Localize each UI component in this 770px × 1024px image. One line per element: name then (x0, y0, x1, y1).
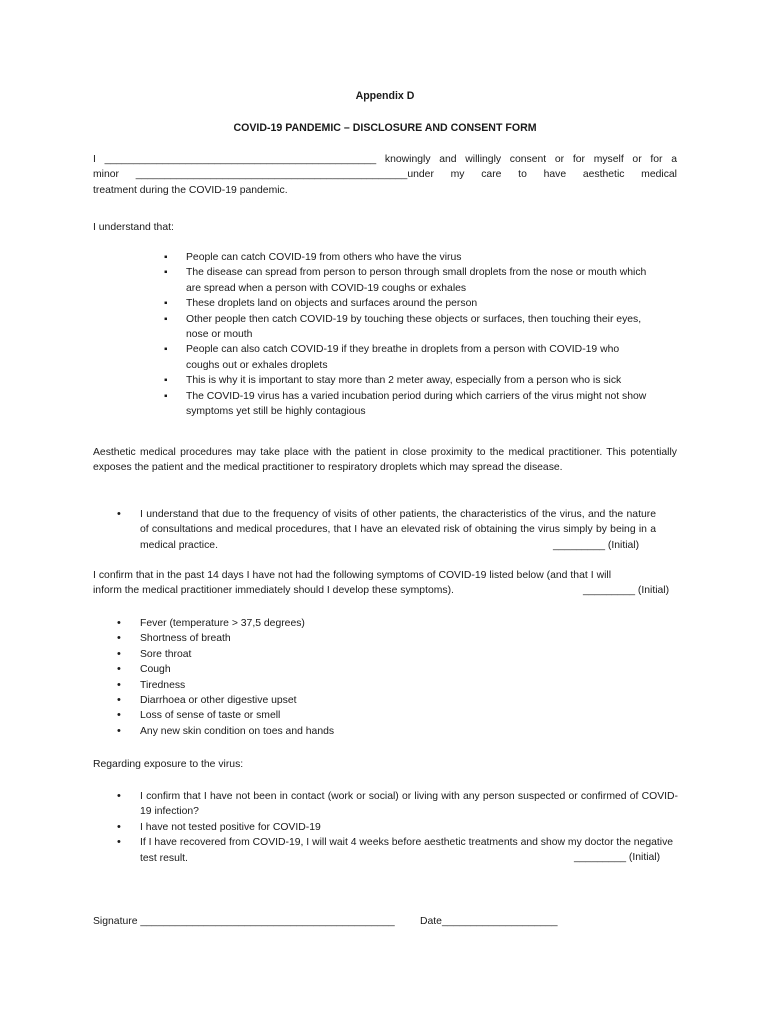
risk-initial-field[interactable]: _________ (Initial) (553, 540, 640, 551)
intro-line-2: minor _______________________________________________under my care to have aesthetic medical (93, 169, 677, 181)
exposure-heading: Regarding exposure to the virus: (93, 759, 244, 770)
list-item: ▪ People can catch COVID-19 from others who have the virus (164, 250, 654, 265)
list-item: ▪ The COVID-19 virus has a varied incubation period during which carriers of the virus might not show symptoms yet still be highly contagious (164, 389, 654, 420)
list-item: ▪ This is why it is important to stay more than 2 meter away, especially from a person who is sick (164, 373, 654, 388)
understand-list (164, 250, 654, 419)
list-item: • If I have recovered from COVID-19, I will wait 4 weeks before aesthetic treatments and show my doctor the negative test result. (116, 835, 678, 866)
list-item: ▪ The disease can spread from person to person through small droplets from the nose or mouth which are spread when a person with COVID-19 coughs or exhales (164, 265, 654, 296)
symptoms-list (116, 616, 596, 739)
list-item: • Diarrhoea or other digestive upset (116, 693, 596, 708)
symptoms-initial-field[interactable]: _________ (Initial) (583, 585, 670, 596)
list-item: ▪ Other people then catch COVID-19 by touching these objects or surfaces, then touching their eyes, nose or mouth (164, 312, 654, 343)
aesthetic-paragraph: Aesthetic medical procedures may take place with the patient in close proximity to the medical practitioner. This potentially exposes the patient and the medical practitioner to respiratory droplets which may spread the disease. (93, 447, 677, 474)
symptoms-paragraph: I confirm that in the past 14 days I have not had the following symptoms of COVID-19 listed below (and that I will inform the medical practitioner immediately should I develop these symptoms). (93, 570, 611, 597)
date-field[interactable]: Date____________________ (420, 916, 558, 927)
risk-statement: • I understand that due to the frequency of visits of other patients, the characteristics of the virus, and the nature of consultations and medical procedures, that I have an elevated risk of obtaining the virus simply by being in a medical practice. (116, 507, 656, 553)
understand-heading: I understand that: (93, 222, 174, 233)
list-item: • I confirm that I have not been in contact (work or social) or living with any person suspected or confirmed of COVID-19 infection? (116, 789, 678, 820)
list-item: ▪ These droplets land on objects and surfaces around the person (164, 296, 654, 311)
list-item: • Cough (116, 662, 596, 677)
intro-line-3: treatment during the COVID-19 pandemic. (93, 184, 288, 196)
list-item: • Fever (temperature > 37,5 degrees) (116, 616, 596, 631)
list-item: ▪ People can also catch COVID-19 if they breathe in droplets from a person with COVID-19 who coughs out or exhales droplets (164, 342, 654, 373)
list-item: • Shortness of breath (116, 631, 596, 646)
exposure-initial-field[interactable]: _________ (Initial) (574, 852, 661, 863)
list-item: • I have not tested positive for COVID-19 (116, 820, 678, 835)
signature-field[interactable]: Signature ____________________________________________ (93, 916, 395, 927)
intro-paragraph (93, 152, 677, 198)
list-item: • Loss of sense of taste or smell (116, 708, 596, 723)
list-item: • Any new skin condition on toes and hands (116, 724, 596, 739)
intro-line-1: I _______________________________________________ knowingly and willingly consent or for myself or for a (93, 154, 677, 165)
form-title: COVID-19 PANDEMIC – DISCLOSURE AND CONSENT FORM (233, 122, 537, 134)
appendix-label: Appendix D (355, 90, 415, 102)
list-item: • Tiredness (116, 678, 596, 693)
list-item: • Sore throat (116, 647, 596, 662)
